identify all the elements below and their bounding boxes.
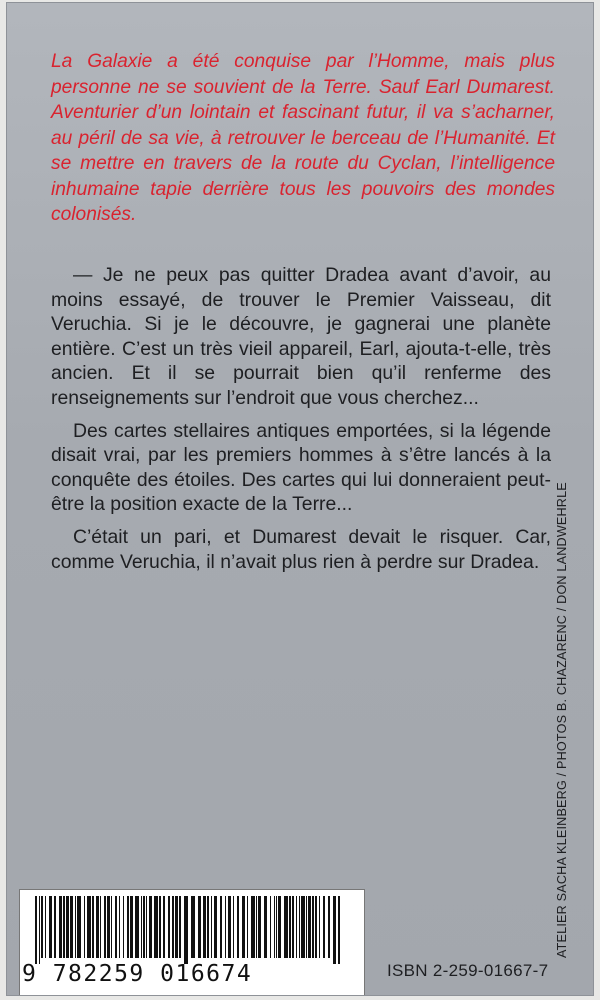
barcode-bars-icon <box>33 896 343 964</box>
blurb-text: La Galaxie a été conquise par l’Homme, mais plus personne ne se souvient de la Terre. Sauf Earl Dumarest. Aventurier d’un lointain et fascinant futur, il va s’acharner, au péril de sa vie, à retrouver le berceau de l’Humanité. Et se mettre en travers de la route du Cyclan, l’intelligence inhumaine tapie derrière tous les pouvoirs des mondes colonisés. <box>51 51 555 225</box>
barcode-digits: 9 782259 016674 <box>22 961 253 987</box>
back-cover <box>6 2 594 996</box>
excerpt <box>51 263 551 582</box>
credits-vertical: ATELIER SACHA KLEINBERG / PHOTOS B. CHAZARENC / DON LANDWEHRLE <box>555 482 569 958</box>
barcode <box>19 889 365 996</box>
excerpt-paragraph: C’était un pari, et Dumarest devait le risquer. Car, comme Veruchia, il n’avait plus rien à perdre sur Dradea. <box>51 525 551 573</box>
excerpt-paragraph: Des cartes stellaires antiques emportées, si la légende disait vrai, par les premiers hommes à s’être lancés à la conquête des étoiles. Des cartes qui lui donneraient peut-être la position exacte de la Terre... <box>51 419 551 516</box>
isbn-label: ISBN 2-259-01667-7 <box>387 961 549 980</box>
excerpt-paragraph: — Je ne peux pas quitter Dradea avant d’avoir, au moins essayé, de trouver le Premier Vaisseau, dit Veruchia. Si je le découvre, je gagnerai une planète entière. C’est un très vieil appareil, Earl, ajouta-t-elle, très ancien. Et il se pourrait bien qu’il renferme des renseignements sur l’endroit que vous cherchez... <box>51 264 551 409</box>
